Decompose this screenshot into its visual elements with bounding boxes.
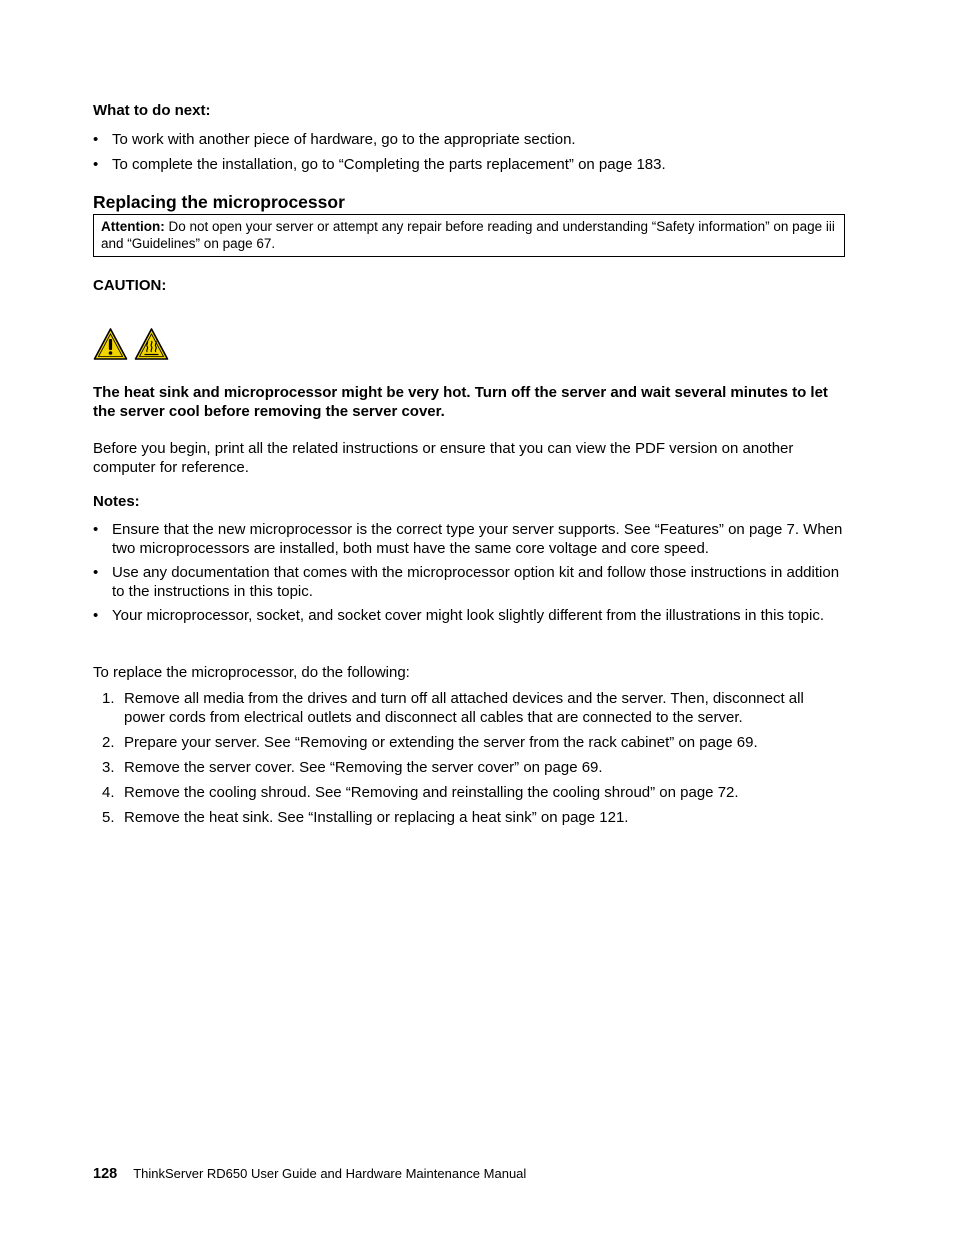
notes-heading: Notes: [93, 493, 140, 510]
procedure-lead: To replace the microprocessor, do the following: [93, 664, 410, 681]
step-number: 2. [102, 733, 115, 751]
what-next-list [93, 131, 845, 175]
step-item [93, 734, 845, 753]
list-item: • Ensure that the new microprocessor is the correct type your server supports. See “Features” on page 7. When two microprocessors are installed, both must have the same core voltage and core speed. [93, 521, 845, 558]
page-footer [93, 1166, 526, 1182]
list-item: • To complete the installation, go to “Completing the parts replacement” on page 183. [93, 156, 845, 175]
caution-label: CAUTION: [93, 277, 167, 294]
caution-statement: The heat sink and microprocessor might be very hot. Turn off the server and wait several minutes to let the server cool before removing the server cover. [93, 384, 828, 420]
notes-list [93, 521, 845, 626]
procedure-steps [93, 690, 845, 828]
list-item: • To work with another piece of hardware, go to the appropriate section. [93, 131, 845, 150]
step-text: Prepare your server. See “Removing or extending the server from the rack cabinet” on page 69. [124, 733, 758, 751]
intro-paragraph: Before you begin, print all the related instructions or ensure that you can view the PDF version on another computer for reference. [93, 440, 794, 476]
step-number: 5. [102, 809, 115, 826]
step-text: Remove the heat sink. See “Installing or replacing a heat sink” on page 121. [124, 809, 629, 826]
step-text: Remove all media from the drives and turn off all attached devices and the server. Then, disconnect all power cords from electrical outlets and disconnect all cables that are connected to the server. [124, 690, 804, 726]
page-number: 128 [93, 1166, 118, 1182]
list-item: • Your microprocessor, socket, and socket cover might look slightly different from the illustrations in this topic. [93, 607, 845, 626]
general-warning-icon [93, 327, 128, 361]
step-item [93, 759, 845, 778]
step-number: 1. [102, 690, 115, 707]
section-title: Replacing the microprocessor [93, 192, 345, 212]
what-next-heading: What to do next: [93, 102, 211, 119]
step-item [93, 809, 845, 828]
footer-doc-title: ThinkServer RD650 User Guide and Hardware Maintenance Manual [133, 1166, 527, 1181]
step-text: Remove the cooling shroud. See “Removing and reinstalling the cooling shroud” on page 72. [124, 784, 739, 801]
list-item: • Use any documentation that comes with the microprocessor option kit and follow those instructions in addition to the instructions in this topic. [93, 564, 845, 601]
step-number: 4. [102, 784, 115, 801]
hot-surface-icon [134, 327, 169, 361]
caution-icons [93, 327, 169, 361]
attention-text: Do not open your server or attempt any repair before reading and understanding “Safety information” on page iii and “Guidelines” on page 67. [101, 219, 835, 251]
step-text: Remove the server cover. See “Removing the server cover” on page 69. [124, 759, 603, 776]
step-item [93, 690, 845, 727]
step-number: 3. [102, 759, 115, 776]
step-item [93, 784, 845, 803]
attention-label: Attention: [101, 219, 165, 234]
attention-box [93, 214, 845, 257]
